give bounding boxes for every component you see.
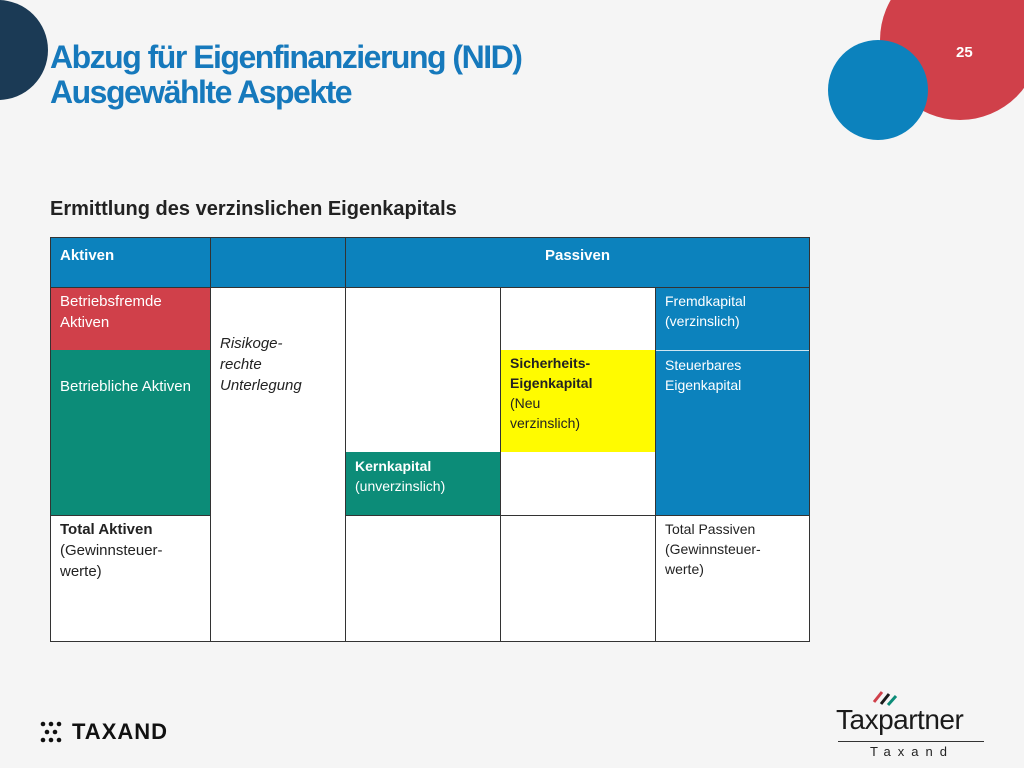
cell-betriebliche-aktiven: Betriebliche Aktiven	[50, 350, 210, 515]
page-number: 25	[956, 44, 973, 61]
cell-total-aktiven	[50, 515, 210, 642]
sicherheits-line-1: Sicherheits-	[510, 355, 591, 371]
risiko-line-1: Risikoge-	[220, 335, 283, 352]
grid-line	[50, 641, 810, 642]
cell-betriebsfremde-aktiven: Betriebsfremde Aktiven	[50, 287, 210, 350]
slide-title	[50, 40, 521, 110]
taxpartner-divider	[838, 741, 984, 742]
grid-line	[500, 287, 501, 642]
kernkapital-note: (unverzinslich)	[355, 478, 446, 494]
cell-sicherheits-eigenkapital	[500, 350, 655, 452]
sicherheits-note-2: verzinslich)	[510, 415, 581, 431]
kernkapital-label: Kernkapital	[355, 458, 432, 474]
fremdkapital-label: Fremdkapital	[665, 293, 746, 309]
taxpartner-logo	[836, 688, 986, 758]
taxand-mark-icon	[40, 721, 62, 743]
total-passiven-line-2: (Gewinnsteuer-	[665, 541, 761, 557]
grid-line	[655, 287, 656, 642]
cell-steuerbares-eigenkapital: Steuerbares Eigenkapital	[655, 350, 810, 515]
slide-subtitle: Ermittlung des verzinslichen Eigenkapitals	[50, 198, 457, 220]
grid-line	[210, 237, 211, 642]
total-aktiven-note-1: (Gewinnsteuer-	[60, 542, 163, 559]
grid-line	[809, 237, 810, 642]
taxand-wordmark: TAXAND	[72, 719, 169, 744]
total-aktiven-note-2: werte)	[60, 563, 102, 580]
risiko-line-2: rechte	[220, 356, 262, 373]
grid-line	[50, 287, 810, 288]
grid-line	[345, 515, 810, 516]
total-passiven-line-1: Total Passiven	[665, 521, 756, 537]
cell-risikogerechte-unterlegung	[210, 287, 345, 642]
grid-line	[345, 237, 346, 642]
balance-sheet-table	[50, 237, 810, 642]
title-line-1: Abzug für Eigenfinanzierung (NID)	[50, 39, 522, 75]
sicherheits-note-1: (Neu	[510, 395, 541, 411]
grid-line	[50, 237, 810, 238]
decorative-circle-overlap	[0, 0, 48, 80]
cell-kernkapital	[345, 452, 500, 515]
fremdkapital-note: (verzinslich)	[665, 313, 740, 329]
title-line-2: Ausgewählte Aspekte	[50, 74, 352, 110]
header-blank-cell	[210, 237, 345, 287]
taxpartner-wordmark: Taxpartner	[836, 704, 964, 735]
total-aktiven-label: Total Aktiven	[60, 521, 153, 538]
cell-total-passiven	[655, 515, 810, 642]
taxpartner-subline: Taxand	[870, 744, 954, 759]
decorative-blue-circle	[828, 40, 928, 140]
grid-line	[50, 515, 210, 516]
sicherheits-line-2: Eigenkapital	[510, 375, 593, 391]
header-passiven: Passiven	[345, 237, 810, 287]
header-aktiven: Aktiven	[50, 237, 210, 287]
risiko-line-3: Unterlegung	[220, 377, 302, 394]
cell-fremdkapital	[655, 287, 810, 350]
total-passiven-line-3: werte)	[665, 561, 704, 577]
taxand-logo	[40, 719, 168, 745]
grid-line	[50, 237, 51, 642]
grid-line	[656, 350, 809, 351]
